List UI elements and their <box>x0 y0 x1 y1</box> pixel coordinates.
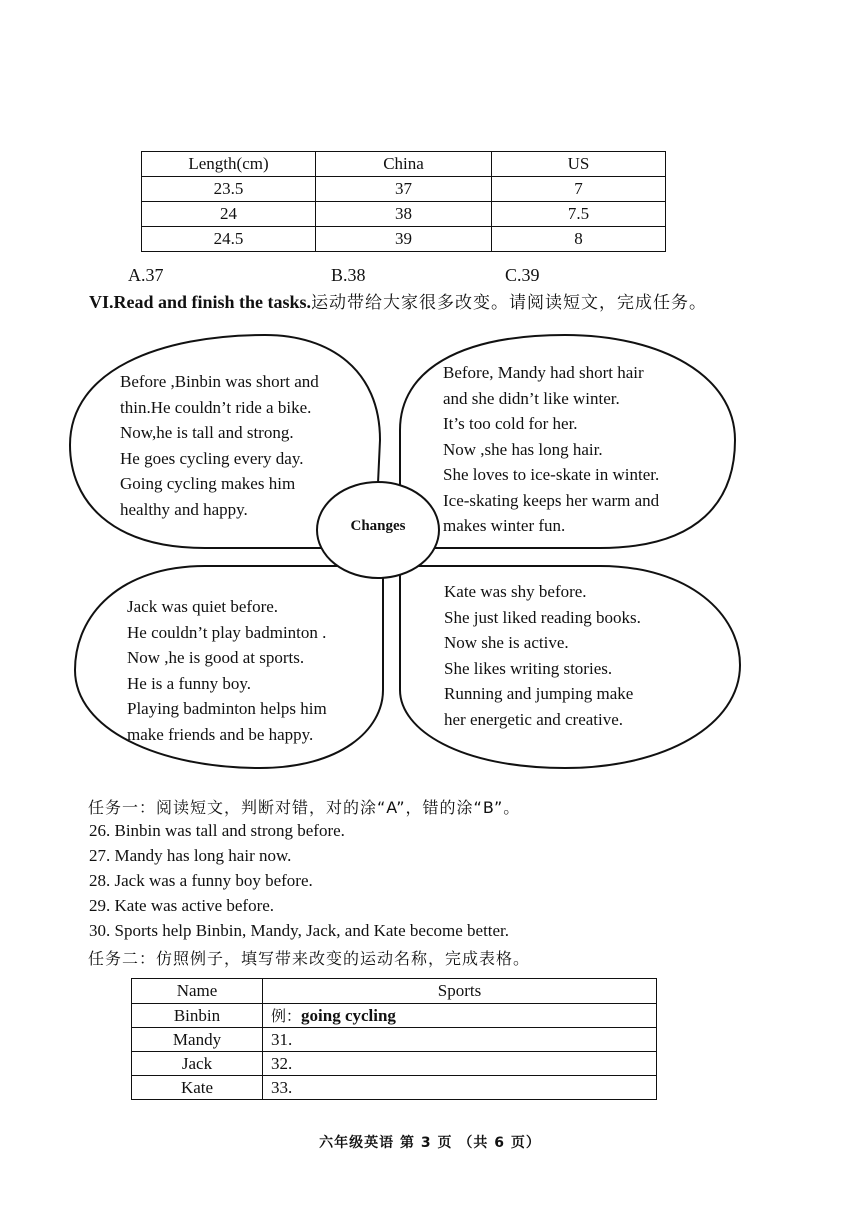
table-row <box>132 1028 657 1052</box>
story-line: make friends and be happy. <box>127 724 314 744</box>
example-answer: going cycling <box>301 1005 396 1025</box>
header-cell: China <box>316 152 492 177</box>
story-line: She just liked reading books. <box>444 607 641 627</box>
header-cell: Name <box>132 979 263 1004</box>
center-label: Changes <box>350 518 406 534</box>
story-line: He goes cycling every day. <box>120 448 304 468</box>
task2-instruction-text: 任务二：仿照例子，填写带来改变的运动名称，完成表格。 <box>88 949 531 968</box>
task1-instruction <box>88 795 520 818</box>
header-cell: Sports <box>263 979 657 1004</box>
header-cell: US <box>492 152 666 177</box>
story-line: Before, Mandy had short hair <box>443 363 644 382</box>
name-cell: Mandy <box>132 1028 263 1052</box>
option-a[interactable]: A.37 <box>128 265 164 285</box>
table-row <box>132 1052 657 1076</box>
section-title-cn: 运动带给大家很多改变。请阅读短文，完成任务。 <box>311 293 708 313</box>
table-cell: 23.5 <box>142 177 316 202</box>
question-29: 29. Kate was active before. <box>89 896 275 915</box>
story-line: Now ,she has long hair. <box>443 439 603 459</box>
section-title-en: VI.Read and finish the tasks. <box>89 292 312 312</box>
story-line: He is a funny boy. <box>127 673 252 693</box>
story-line: Jack was quiet before. <box>127 597 279 616</box>
story-line: and she didn’t like winter. <box>443 388 620 408</box>
name-cell: Binbin <box>132 1004 263 1028</box>
name-cell: Kate <box>132 1076 263 1100</box>
name-cell: Jack <box>132 1052 263 1076</box>
story-line: Going cycling makes him <box>120 474 296 493</box>
story-line: her energetic and creative. <box>444 709 624 729</box>
story-line: Now ,he is good at sports. <box>127 648 305 667</box>
answer-blank[interactable]: 31. <box>263 1028 657 1052</box>
story-jack <box>127 594 327 747</box>
story-line: thin.He couldn’t ride a bike. <box>120 397 312 417</box>
option-c[interactable]: C.39 <box>505 265 540 285</box>
example-prefix: 例： <box>271 1006 302 1025</box>
table-row <box>132 1004 657 1028</box>
table-cell: 38 <box>316 202 492 227</box>
table-cell: 37 <box>316 177 492 202</box>
story-line: makes winter fun. <box>443 516 566 535</box>
question-27: 27. Mandy has long hair now. <box>89 846 292 865</box>
task2-instruction <box>88 946 530 969</box>
story-binbin <box>120 369 319 522</box>
option-b[interactable]: B.38 <box>331 265 366 285</box>
table-cell: 24.5 <box>142 227 316 252</box>
table-cell: 39 <box>316 227 492 252</box>
table-row <box>132 1076 657 1100</box>
story-line: Now she is active. <box>444 633 569 652</box>
page-footer: 六年级英语 第 3 页 （共 6 页） <box>319 1135 541 1151</box>
answer-blank[interactable]: 33. <box>263 1076 657 1100</box>
story-line: Playing badminton helps him <box>127 699 327 718</box>
table-cell: 24 <box>142 202 316 227</box>
question-30: 30. Sports help Binbin, Mandy, Jack, and Kate become better. <box>89 921 510 940</box>
story-line: healthy and happy. <box>120 499 248 519</box>
question-28: 28. Jack was a funny boy before. <box>89 871 313 890</box>
story-line: She likes writing stories. <box>444 658 613 678</box>
story-line: Now,he is tall and strong. <box>120 423 294 442</box>
story-kate <box>444 579 641 732</box>
story-line: He couldn’t play badminton . <box>127 622 327 642</box>
header-cell: Length(cm) <box>142 152 316 177</box>
story-line: Ice-skating keeps her warm and <box>443 490 660 510</box>
story-line: She loves to ice-skate in winter. <box>443 465 660 484</box>
table-header-row <box>132 979 657 1004</box>
story-mandy <box>443 360 659 539</box>
story-line: Running and jumping make <box>444 684 634 703</box>
task1-instruction-text: 任务一：阅读短文，判断对错，对的涂“A”，错的涂“B”。 <box>88 798 521 817</box>
question-26: 26. Binbin was tall and strong before. <box>89 821 345 840</box>
story-line: Before ,Binbin was short and <box>120 372 319 391</box>
table-cell: 7 <box>492 177 666 202</box>
table-cell: 8 <box>492 227 666 252</box>
answer-blank[interactable]: 32. <box>263 1052 657 1076</box>
story-line: Kate was shy before. <box>444 582 587 601</box>
sports-table <box>131 978 657 1100</box>
sport-cell <box>263 1004 657 1028</box>
table-cell: 7.5 <box>492 202 666 227</box>
story-line: It’s too cold for her. <box>443 414 578 433</box>
